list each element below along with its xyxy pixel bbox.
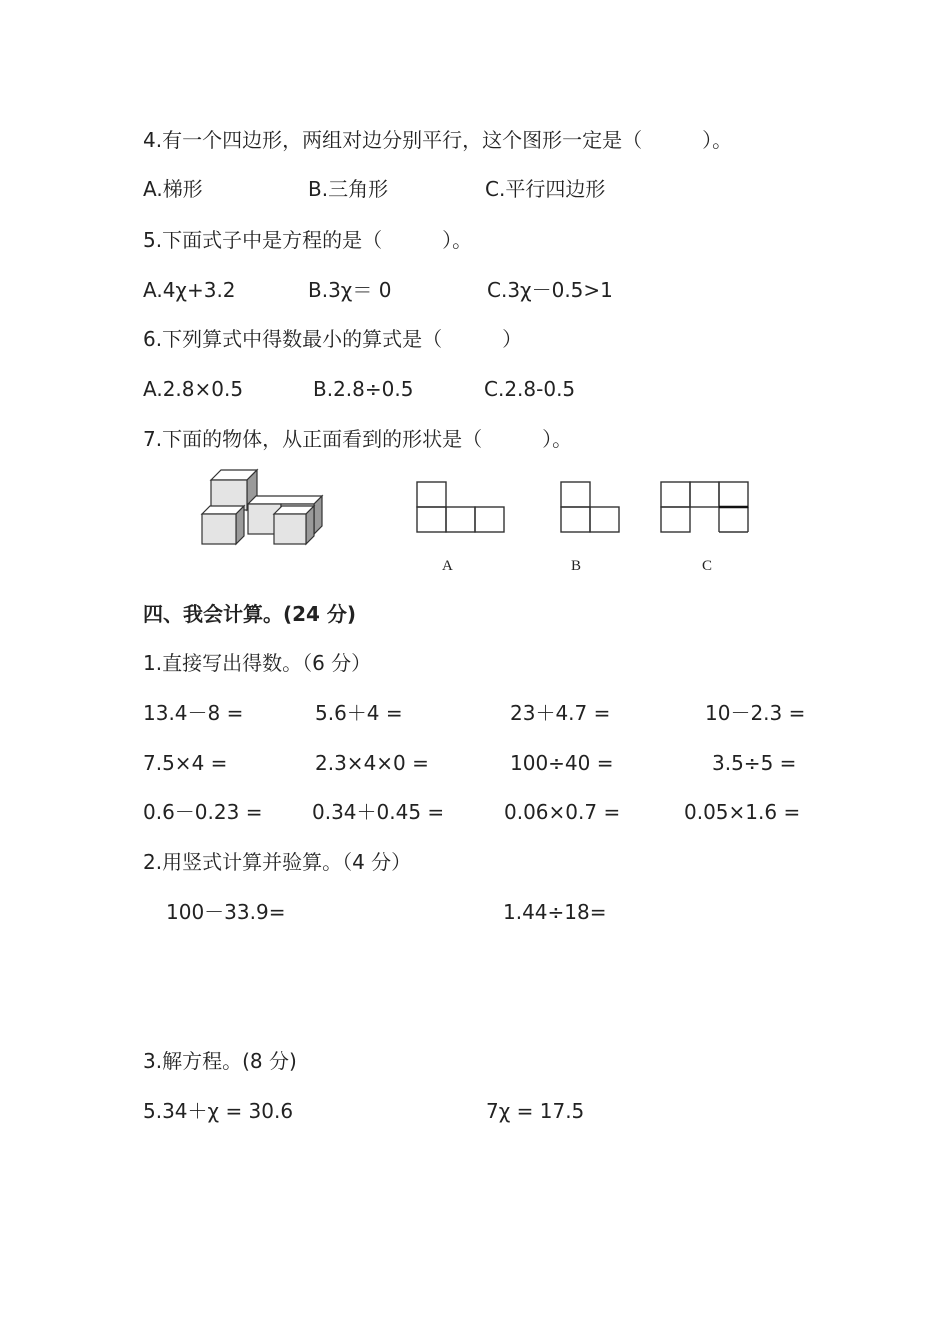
q7-shape-b — [559, 480, 623, 536]
calc-r1-c3: 23＋4.7 = — [510, 701, 611, 725]
calc-r2-c1: 7.5×4 = — [143, 751, 228, 775]
q4-text: 4.有一个四边形，两组对边分别平行，这个图形一定是（ ）。 — [143, 128, 733, 152]
calc-r1-c1: 13.4－8 = — [143, 701, 244, 725]
vertical-calc-2: 1.44÷18= — [503, 900, 607, 924]
q7-label-c: C — [702, 558, 713, 574]
part1-title: 1.直接写出得数。（6 分） — [143, 651, 372, 675]
q4-option-b: B.三角形 — [308, 177, 389, 201]
q6-option-a: A.2.8×0.5 — [143, 377, 244, 401]
calc-r3-c1: 0.6－0.23 = — [143, 800, 263, 824]
q5-option-a: A.4χ+3.2 — [143, 278, 236, 302]
q6-option-b: B.2.8÷0.5 — [313, 377, 414, 401]
q5-option-c: C.3χ－0.5>1 — [487, 278, 613, 302]
calc-r2-c3: 100÷40 = — [510, 751, 614, 775]
q7-shape-c — [659, 480, 751, 536]
q6-text: 6.下列算式中得数最小的算式是（ ） — [143, 327, 523, 351]
q4-option-c: C.平行四边形 — [485, 177, 606, 201]
part2-title: 2.用竖式计算并验算。（4 分） — [143, 850, 412, 874]
equation-1: 5.34＋χ = 30.6 — [143, 1099, 294, 1123]
q6-option-c: C.2.8-0.5 — [484, 377, 576, 401]
cube-figure — [196, 466, 331, 550]
calc-r2-c4: 3.5÷5 = — [712, 751, 797, 775]
part3-title: 3.解方程。(8 分) — [143, 1049, 297, 1073]
calc-r3-c4: 0.05×1.6 = — [684, 800, 801, 824]
q4-option-a: A.梯形 — [143, 177, 203, 201]
q7-shape-a — [415, 480, 507, 536]
calc-r1-c4: 10－2.3 = — [705, 701, 806, 725]
section4-title: 四、我会计算。(24 分) — [143, 602, 357, 626]
calc-r1-c2: 5.6＋4 = — [315, 701, 403, 725]
calc-r3-c2: 0.34＋0.45 = — [312, 800, 445, 824]
vertical-calc-1: 100－33.9= — [166, 900, 286, 924]
q5-text: 5.下面式子中是方程的是（ ）。 — [143, 228, 473, 252]
equation-2: 7χ = 17.5 — [486, 1099, 585, 1123]
q7-label-b: B — [571, 558, 582, 574]
q5-option-b: B.3χ＝ 0 — [308, 278, 392, 302]
q7-text: 7.下面的物体，从正面看到的形状是（ ）。 — [143, 427, 573, 451]
calc-r2-c2: 2.3×4×0 = — [315, 751, 429, 775]
q7-label-a: A — [442, 558, 453, 574]
calc-r3-c3: 0.06×0.7 = — [504, 800, 621, 824]
